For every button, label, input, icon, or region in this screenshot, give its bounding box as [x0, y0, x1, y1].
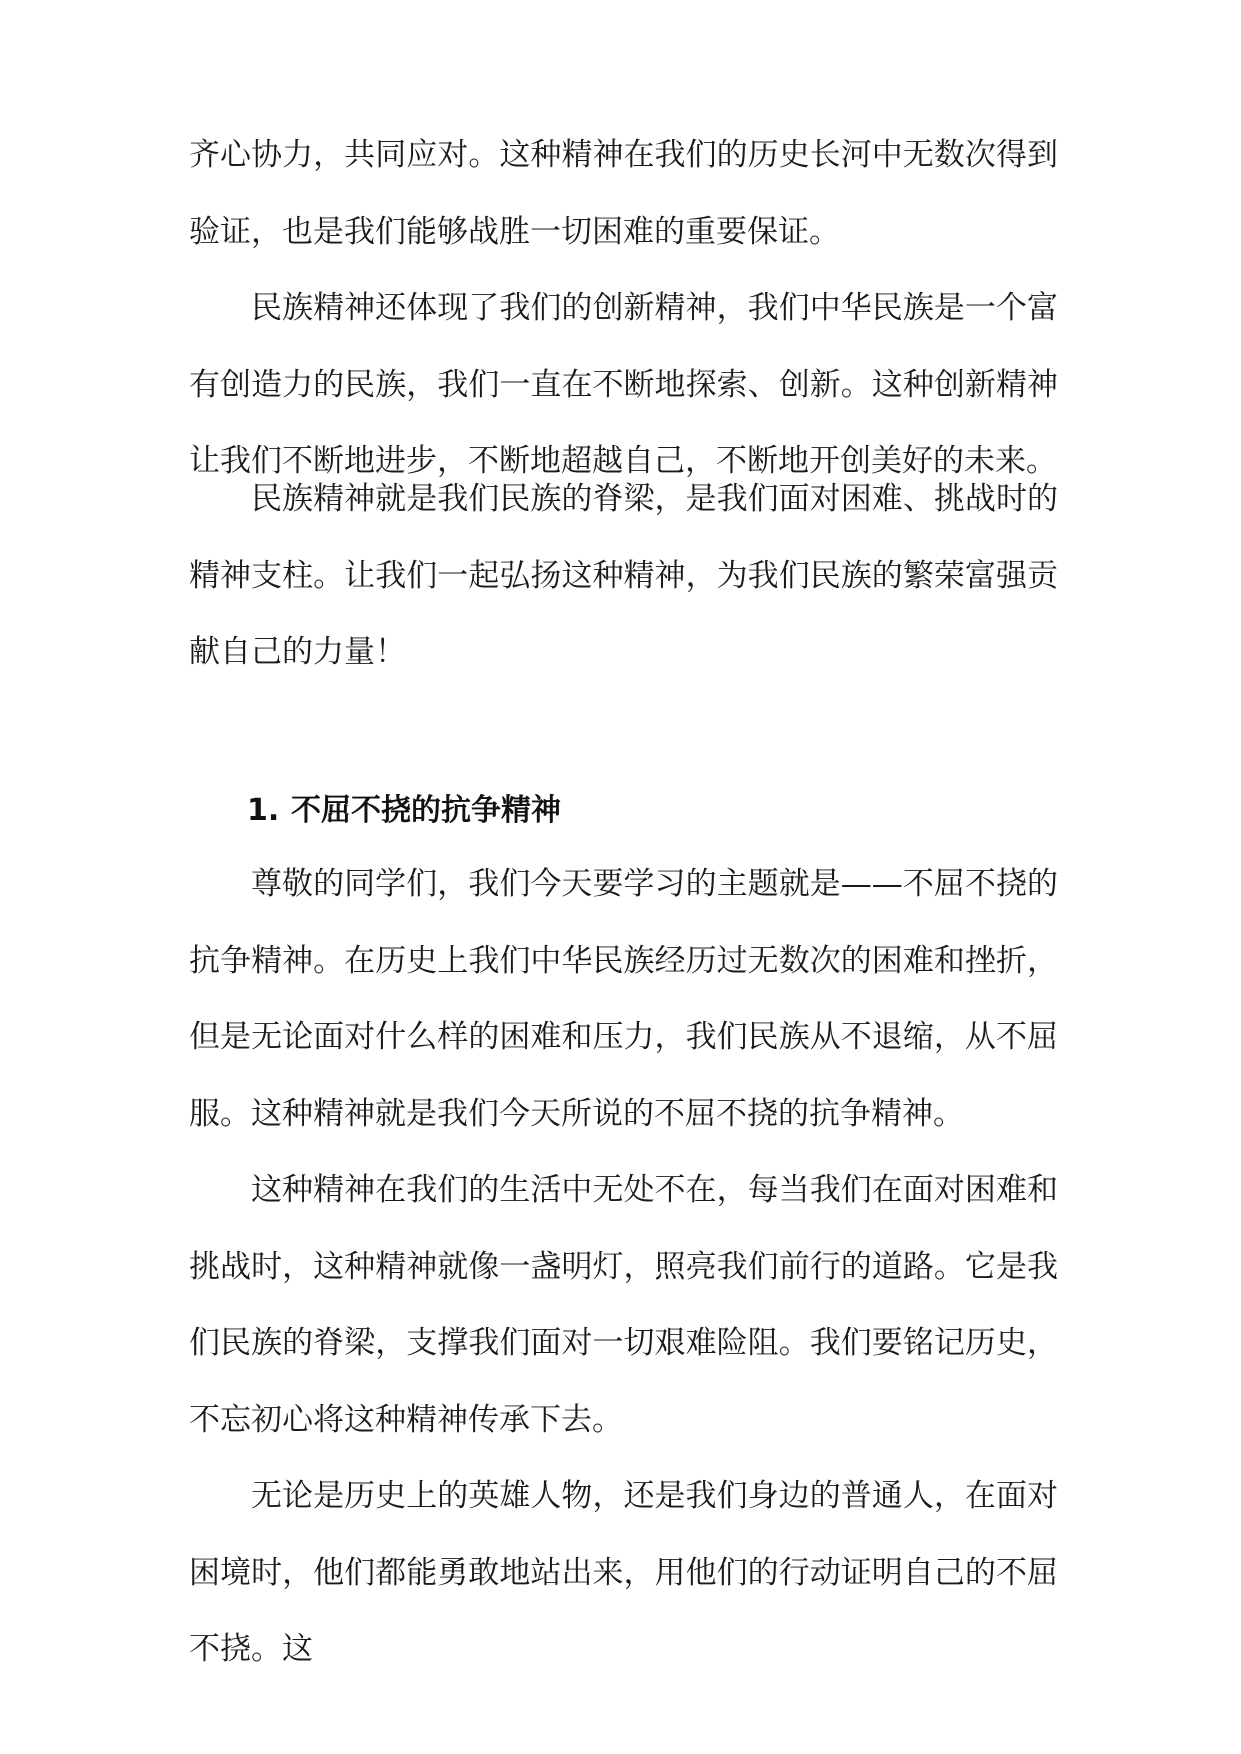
paragraph-national-backbone: 民族精神就是我们民族的脊梁，是我们面对困难、挑战时的精神支柱。让我们一起弘扬这种精神，为我们民族的繁荣富强贡献自己的力量！ — [189, 481, 1058, 670]
section-number: 1. — [247, 793, 280, 828]
paragraph-continued: 齐心协力，共同应对。这种精神在我们的历史长河中无数次得到验证，也是我们能够战胜一切困难的重要保证。 — [189, 137, 1058, 250]
paragraph-heroes: 无论是历史上的英雄人物，还是我们身边的普通人，在面对困境时，他们都能勇敢地站出来，用他们的行动证明自己的不屈不挠。这 — [189, 1478, 1058, 1667]
paragraph-struggle-intro: 尊敬的同学们，我们今天要学习的主题就是——不屈不挠的抗争精神。在历史上我们中华民族经历过无数次的困难和挫折，但是无论面对什么样的困难和压力，我们民族从不退缩，从不屈服。这种精神就是我们今天所说的不屈不挠的抗争精神。 — [189, 866, 1058, 1132]
paragraph-innovation-spirit: 民族精神还体现了我们的创新精神，我们中华民族是一个富有创造力的民族，我们一直在不断地探索、创新。这种创新精神让我们不断地进步，不断地超越自己，不断地开创美好的未来。 — [189, 290, 1058, 479]
section-title: 不屈不挠的抗争精神 — [291, 793, 561, 828]
section-heading — [247, 773, 561, 849]
paragraph-guiding-light: 这种精神在我们的生活中无处不在，每当我们在面对困难和挑战时，这种精神就像一盏明灯，照亮我们前行的道路。它是我们民族的脊梁，支撑我们面对一切艰难险阻。我们要铭记历史，不忘初心将这种精神传承下去。 — [189, 1172, 1058, 1438]
